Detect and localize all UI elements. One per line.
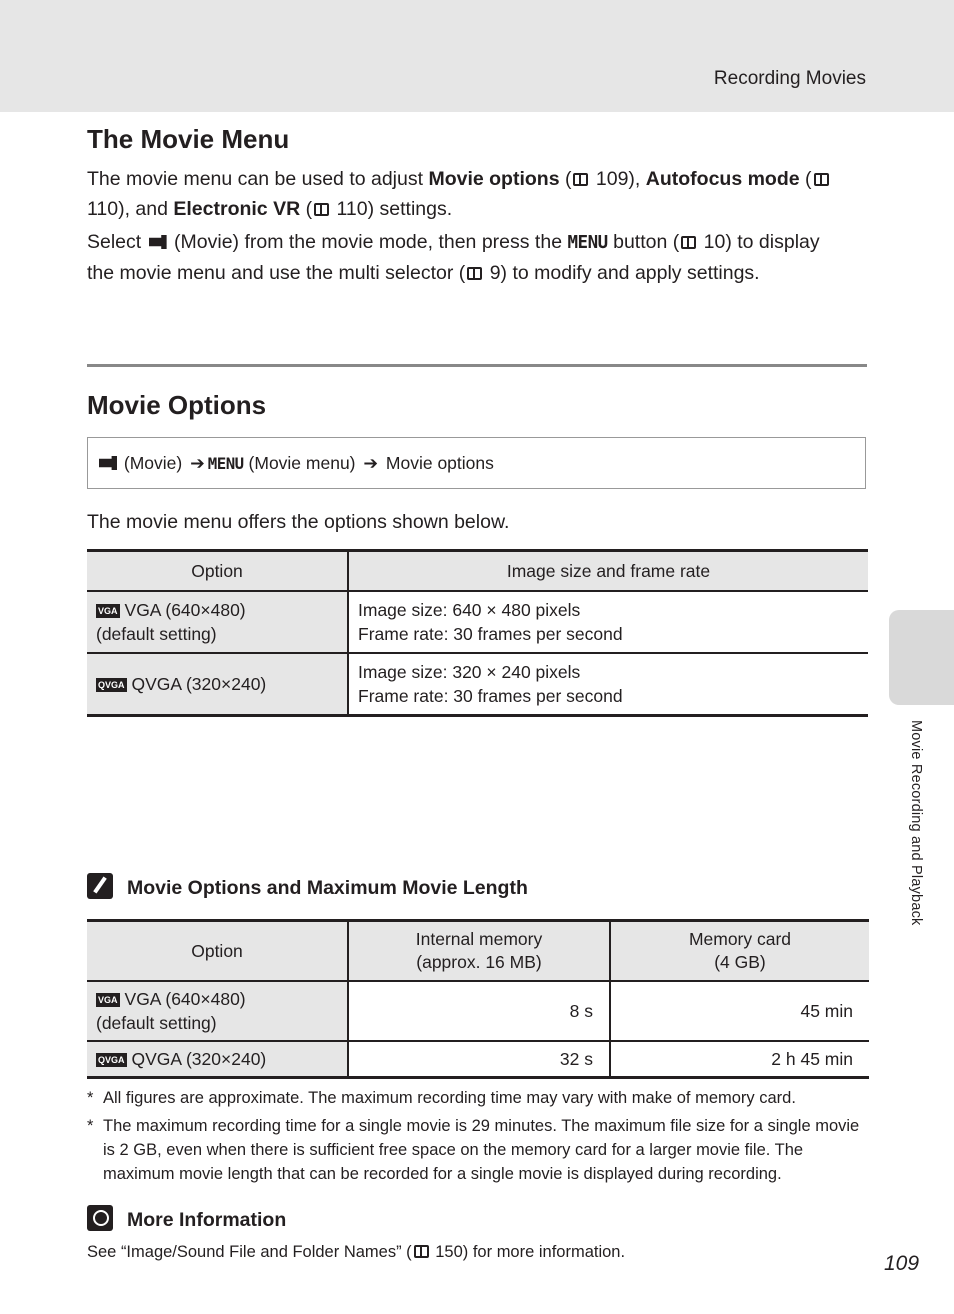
movie-menu-paragraph-1: The movie menu can be used to adjust Movie options ( 109), Autofocus mode ( 110), and Electronic VR ( 110) settings. <box>87 165 847 224</box>
table-header: Option <box>87 921 348 982</box>
qvga-icon: QVGA <box>98 680 125 690</box>
book-reference-icon <box>681 236 696 249</box>
book-reference-icon <box>467 267 482 280</box>
footnote: * The maximum recording time for a single movie is 29 minutes. The maximum file size for a single movie is 2 GB, even when there is sufficient free space on the memory card for a larger movie file. The maximum movie length that can be recorded for a single movie is displayed during recording. <box>87 1117 860 1183</box>
more-info-text: See “Image/Sound File and Folder Names” ( 150) for more information. <box>87 1243 626 1261</box>
movie-menu-paragraph-2: Select (Movie) from the movie mode, then press the MENU button ( 10) to display the movie menu and use the multi selector ( 9) to modify and apply settings. <box>87 231 820 284</box>
table-header: Memory card (4 GB) <box>610 921 869 982</box>
more-info-heading: More Information <box>87 1205 286 1232</box>
movie-camera-icon <box>99 456 117 470</box>
arrow-icon: ➔ <box>190 453 205 473</box>
pencil-note-icon <box>87 873 113 899</box>
table-row: VGA VGA (640×480) (default setting) Image size: 640 × 480 pixels Frame rate: 30 frames per second <box>87 591 868 653</box>
page-number: 109 <box>884 1252 920 1275</box>
book-reference-icon <box>814 173 829 186</box>
options-intro: The movie menu offers the options shown below. <box>87 511 510 533</box>
header-band <box>0 0 954 112</box>
movie-length-table <box>87 919 869 1079</box>
section-title-movie-options: Movie Options <box>87 390 267 420</box>
book-reference-icon <box>314 203 329 216</box>
section-divider <box>87 364 867 367</box>
table-row: VGA VGA (640×480) (default setting) 8 s 45 min <box>87 981 869 1041</box>
movie-options-table <box>87 549 868 717</box>
table-row: QVGA QVGA (320×240) Image size: 320 × 240 pixels Frame rate: 30 frames per second <box>87 653 868 716</box>
table-row: QVGA QVGA (320×240) 32 s 2 h 45 min <box>87 1041 869 1077</box>
table-header: Option <box>87 551 348 592</box>
running-header: Recording Movies <box>713 68 866 89</box>
vga-icon: VGA <box>98 995 118 1005</box>
table-header: Image size and frame rate <box>348 551 868 592</box>
table-header: Internal memory (approx. 16 MB) <box>348 921 610 982</box>
vga-icon: VGA <box>98 606 118 616</box>
chapter-tab <box>889 610 954 705</box>
chapter-label: Movie Recording and Playback <box>908 720 924 926</box>
menu-path-box: (Movie) ➔ MENU (Movie menu) ➔ Movie options <box>87 437 866 489</box>
book-reference-icon <box>573 173 588 186</box>
more-info-icon <box>87 1205 113 1231</box>
note-heading: Movie Options and Maximum Movie Length <box>87 873 528 900</box>
qvga-icon: QVGA <box>98 1054 125 1065</box>
menu-button-icon: MENU <box>567 233 608 253</box>
footnote: * All figures are approximate. The maximum recording time may vary with make of memory card. <box>87 1089 796 1107</box>
menu-button-icon: MENU <box>207 454 244 473</box>
arrow-icon: ➔ <box>363 453 379 473</box>
book-reference-icon <box>414 1245 429 1258</box>
section-title-movie-menu: The Movie Menu <box>87 124 290 154</box>
movie-camera-icon <box>149 235 167 249</box>
